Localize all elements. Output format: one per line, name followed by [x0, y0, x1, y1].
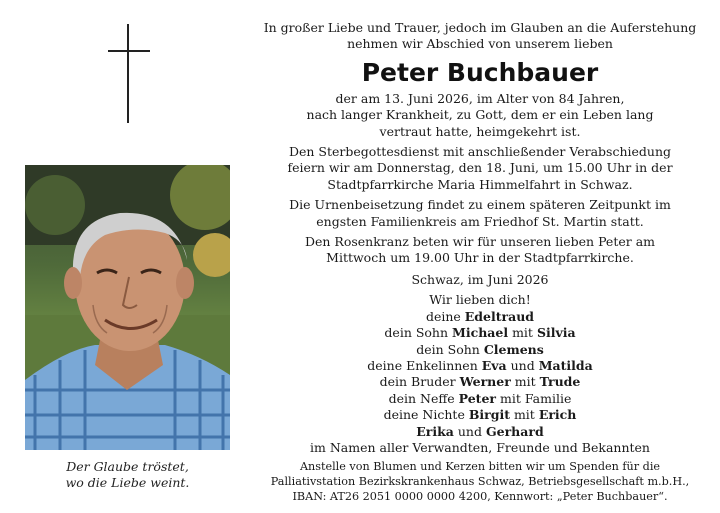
partner-name: Silvia	[536, 325, 576, 341]
intro-line: nehmen wir Abschied von unserem lieben	[347, 36, 613, 52]
family-wife: deine Edeltraud	[425, 308, 535, 324]
death-line: der am 13. Juni 2026, im Alter von 84 Jahren,	[335, 90, 625, 106]
family-love: Wir lieben dich!	[429, 292, 531, 308]
service-line: Stadtpfarrkirche Maria Himmelfahrt in Schwaz.	[327, 176, 633, 192]
quote-line: Der Glaube tröstet,	[66, 459, 189, 474]
wife-name: Edeltraud	[464, 308, 535, 324]
service-line: feiern wir am Donnerstag, den 18. Juni, um 15.00 Uhr in der	[287, 160, 673, 176]
service-line: Den Sterbegottesdienst mit anschließender Verabschiedung	[288, 144, 672, 160]
donation-line: Palliativstation Bezirkskrankenhaus Schwaz, Betriebsgesellschaft m.b.H.,	[270, 474, 690, 488]
donation-line: IBAN: AT26 2051 0000 0000 4200, Kennwort: „Peter Buchbauer“.	[292, 489, 668, 503]
brother-name: Werner	[459, 374, 511, 390]
burial-line: Die Urnenbeisetzung findet zu einem späteren Zeitpunkt im	[289, 197, 671, 213]
quote-line: wo die Liebe weint.	[65, 475, 190, 490]
family-erika-gerhard: Erika und Gerhard	[416, 423, 544, 439]
nephew-name: Peter	[458, 390, 496, 406]
grandchild-name: Eva	[481, 357, 507, 373]
obituary-text	[250, 20, 710, 504]
family-relatives: im Namen aller Verwandten, Freunde und Bekannten	[310, 439, 650, 455]
place-date: Schwaz, im Juni 2026	[411, 271, 549, 287]
son-name: Michael	[452, 325, 509, 341]
rosary-line: Mittwoch um 19.00 Uhr in der Stadtpfarrkirche.	[326, 250, 634, 266]
son-name: Clemens	[483, 341, 544, 357]
family-grandchildren: deine Enkelinnen Eva und Matilda	[367, 357, 593, 373]
donation-line: Anstelle von Blumen und Kerzen bitten wir um Spenden für die	[299, 460, 661, 474]
family-niece: deine Nichte Birgit mit Erich	[383, 407, 577, 423]
relative-name: Erika	[416, 423, 454, 439]
intro-line: In großer Liebe und Trauer, jedoch im Glauben an die Auferstehung	[263, 20, 697, 35]
death-line: nach langer Krankheit, zu Gott, dem er ein Leben lang	[306, 107, 654, 123]
death-line: vertraut hatte, heimgekehrt ist.	[379, 123, 581, 139]
quote	[25, 459, 230, 491]
burial-line: engsten Familienkreis am Friedhof St. Martin statt.	[316, 213, 644, 229]
partner-name: Trude	[539, 374, 581, 390]
rosary-line: Den Rosenkranz beten wir für unseren lieben Peter am	[304, 234, 656, 250]
cross-icon	[108, 24, 150, 123]
niece-name: Birgit	[468, 407, 510, 423]
grandchild-name: Matilda	[538, 357, 593, 373]
family-son-2: dein Sohn Clemens	[416, 341, 544, 357]
partner-name: Erich	[538, 407, 577, 423]
deceased-name: Peter Buchbauer	[361, 57, 599, 87]
family-son-1: dein Sohn Michael mit Silvia	[384, 325, 576, 341]
family-nephew: dein Neffe Peter mit Familie	[388, 390, 572, 406]
portrait-photo	[25, 165, 230, 450]
family-brother: dein Bruder Werner mit Trude	[379, 374, 581, 390]
relative-name: Gerhard	[485, 423, 544, 439]
